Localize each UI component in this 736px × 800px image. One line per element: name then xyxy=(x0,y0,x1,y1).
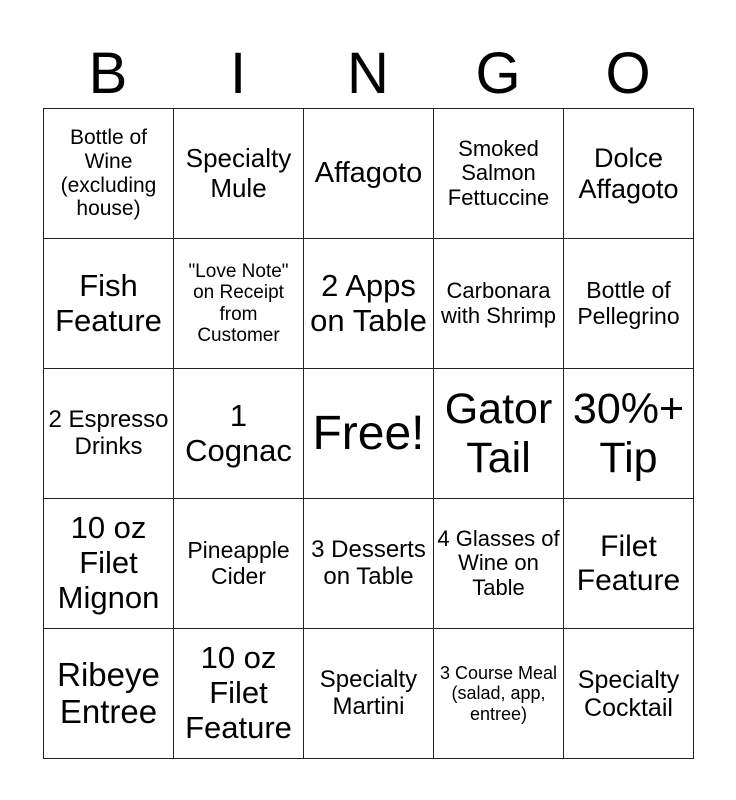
bingo-cell[interactable] xyxy=(434,499,564,629)
header-letter-n: N xyxy=(347,41,389,106)
cell-label: 1 Cognac xyxy=(185,397,292,468)
bingo-cell[interactable] xyxy=(174,109,304,239)
cell-label: 30%+ Tip xyxy=(572,385,685,482)
cell-label: Bottle of Pellegrino xyxy=(577,276,680,329)
cell-label: 3 Course Meal (salad, app, entree) xyxy=(439,663,558,724)
bingo-cell[interactable] xyxy=(44,109,174,239)
bingo-cell[interactable] xyxy=(434,369,564,499)
bingo-cell[interactable] xyxy=(174,369,304,499)
bingo-cell[interactable] xyxy=(564,239,694,369)
cell-label: Smoked Salmon Fettuccine xyxy=(447,135,550,210)
cell-label: Carbonara with Shrimp xyxy=(441,277,556,328)
bingo-cell[interactable] xyxy=(44,629,174,759)
bingo-cell[interactable] xyxy=(174,239,304,369)
header-letter-b: B xyxy=(88,41,128,106)
cell-label: 10 oz Filet Feature xyxy=(185,640,292,745)
bingo-cell[interactable] xyxy=(434,629,564,759)
cell-label: Gator Tail xyxy=(444,385,553,482)
free-space-cell[interactable] xyxy=(304,369,434,499)
bingo-board xyxy=(43,108,694,759)
cell-label: 4 Glasses of Wine on Table xyxy=(437,525,560,600)
cell-label: 10 oz Filet Mignon xyxy=(57,510,160,615)
board-row xyxy=(44,499,694,629)
bingo-cell[interactable] xyxy=(44,499,174,629)
header-letter-g: G xyxy=(475,41,521,106)
bingo-cell[interactable] xyxy=(434,239,564,369)
cell-label: Dolce Affagoto xyxy=(578,143,679,204)
cell-label: Specialty Martini xyxy=(319,665,418,720)
cell-label: 3 Desserts on Table xyxy=(311,535,426,590)
cell-label: Ribeye Entree xyxy=(57,655,160,730)
board-row xyxy=(44,109,694,239)
bingo-cell[interactable] xyxy=(174,499,304,629)
bingo-cell[interactable] xyxy=(44,369,174,499)
header-letter-o: O xyxy=(605,41,651,106)
bingo-cell[interactable] xyxy=(564,629,694,759)
cell-label: Specialty Cocktail xyxy=(577,665,680,722)
cell-label: "Love Note" on Receipt from Customer xyxy=(188,260,289,346)
bingo-cell[interactable] xyxy=(304,499,434,629)
board-row xyxy=(44,629,694,759)
bingo-cell[interactable] xyxy=(564,499,694,629)
board-row xyxy=(44,239,694,369)
cell-label: 2 Apps on Table xyxy=(310,267,427,338)
cell-label: 2 Espresso Drinks xyxy=(48,405,169,460)
bingo-cell[interactable] xyxy=(434,109,564,239)
cell-label: Bottle of Wine (excluding house) xyxy=(60,126,157,221)
header-letter-i: I xyxy=(229,41,247,106)
bingo-cell[interactable] xyxy=(304,109,434,239)
bingo-cell[interactable] xyxy=(174,629,304,759)
bingo-header xyxy=(43,40,693,108)
bingo-cell[interactable] xyxy=(304,629,434,759)
cell-label: Filet Feature xyxy=(576,529,681,597)
cell-label: Fish Feature xyxy=(55,267,162,338)
free-space-label: Free! xyxy=(312,406,425,460)
cell-label: Pineapple Cider xyxy=(187,536,290,589)
bingo-cell[interactable] xyxy=(44,239,174,369)
cell-label: Affagoto xyxy=(314,157,423,190)
bingo-cell[interactable] xyxy=(304,239,434,369)
board-row xyxy=(44,369,694,499)
bingo-cell[interactable] xyxy=(564,109,694,239)
cell-label: Specialty Mule xyxy=(185,143,292,203)
bingo-cell[interactable] xyxy=(564,369,694,499)
